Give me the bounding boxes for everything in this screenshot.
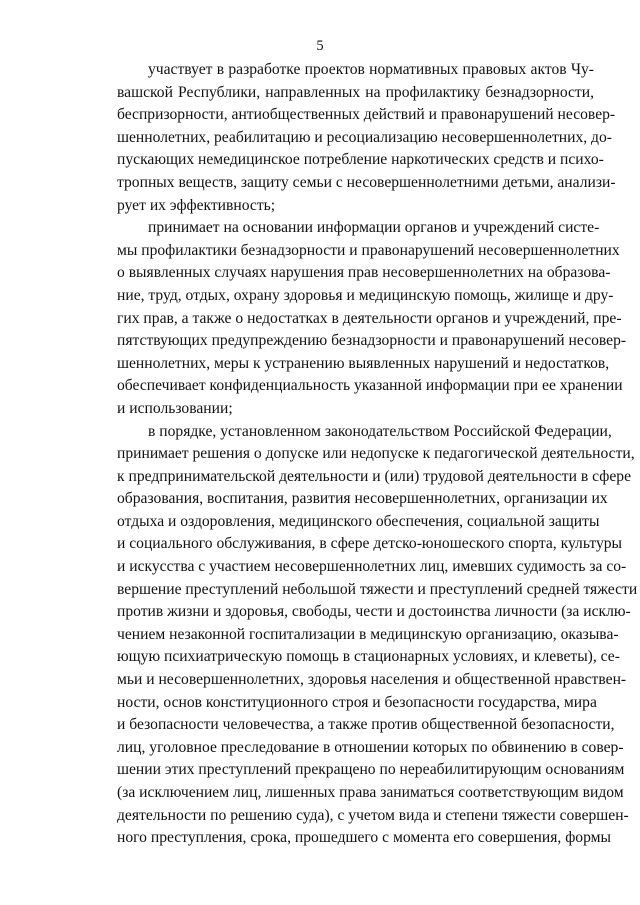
paragraph [117, 59, 616, 217]
text-line: обеспечивает конфиденциальность указанной информации при ее хранении [117, 377, 623, 395]
text-line: рует их эффективность; [117, 196, 276, 214]
text-line: к предпринимательской деятельности и (или) трудовой деятельности в сфере [117, 467, 631, 485]
text-line: и безопасности человечества, а также против общественной безопасности, [117, 716, 615, 734]
text-line: участвует в разработке проектов нормативных правовых актов Чу- [148, 61, 594, 78]
text-line: мы профилактики безнадзорности и правонарушений несовершеннолетних [117, 241, 620, 259]
text-line: отдыха и оздоровления, медицинского обеспечения, социальной защиты [117, 512, 600, 530]
text-line: шении этих преступлений прекращено по нереабилитирующим основаниям [117, 761, 625, 779]
text-line: против жизни и здоровья, свободы, чести и достоинства личности (за исклю- [117, 603, 631, 621]
text-line: ющую психиатрическую помощь в стационарных условиях, и клеветы), се- [117, 648, 620, 666]
text-line: пятствующих предупреждению безнадзорности и правонарушений несовер- [117, 332, 627, 350]
text-line: чением незаконной госпитализации в медицинскую организацию, оказыва- [117, 625, 619, 643]
text-line: ного преступления, срока, прошедшего с момента его совершения, формы [117, 829, 612, 847]
text-line: принимает на основании информации органов и учреждений систе- [148, 219, 600, 237]
text-line: лиц, уголовное преследование в отношении которых по обвинению в совер- [117, 738, 624, 756]
text-line: и социального обслуживания, в сфере детско-юношеского спорта, культуры [117, 535, 623, 553]
text-line: (за исключением лиц, лишенных права заниматься соответствующим видом [117, 784, 624, 801]
paragraph [117, 421, 638, 850]
text-line: беспризорности, антиобщественных действий и правонарушений несовер- [117, 106, 616, 124]
document-body [117, 59, 638, 850]
paragraph [117, 217, 627, 420]
text-line: пускающих немедицинское потребление наркотических средств и психо- [117, 151, 604, 169]
text-line: мьи и несовершеннолетних, здоровья населения и общественной нравствен- [117, 671, 627, 689]
text-line: и искусства с участием несовершеннолетних лиц, имевших судимость за со- [117, 558, 627, 576]
text-line: тропных веществ, защиту семьи с несовершеннолетними детьми, анализи- [117, 173, 616, 191]
text-line: вашской Республики, направленных на профилактику безнадзорности, [117, 83, 594, 101]
text-line: шеннолетних, реабилитацию и ресоциализацию несовершеннолетних, до- [117, 128, 612, 146]
text-line: о выявленных случаях нарушения прав несовершеннолетних на образова- [117, 264, 611, 282]
text-line: вершение преступлений небольшой тяжести и преступлений средней тяжести [117, 580, 638, 598]
text-line: ности, основ конституционного строя и безопасности государства, мира [117, 693, 597, 711]
page-number: 5 [316, 38, 324, 54]
text-line: в порядке, установленном законодательством Российской Федерации, [148, 422, 612, 440]
text-line: шеннолетних, меры к устранению выявленных нарушений и недостатков, [117, 354, 610, 372]
text-line: принимает решения о допуске или недопуске к педагогической деятельности, [117, 445, 635, 463]
text-line: гих прав, а также о недостатках в деятельности органов и учреждений, пре- [117, 309, 622, 327]
text-line: и использовании; [117, 399, 233, 417]
text-line: образования, воспитания, развития несовершеннолетних, организации их [117, 490, 608, 508]
text-line: ние, труд, отдых, охрану здоровья и медицинскую помощь, жилище и дру- [117, 286, 614, 304]
text-line: деятельности по решению суда), с учетом вида и степени тяжести совершен- [117, 806, 629, 824]
